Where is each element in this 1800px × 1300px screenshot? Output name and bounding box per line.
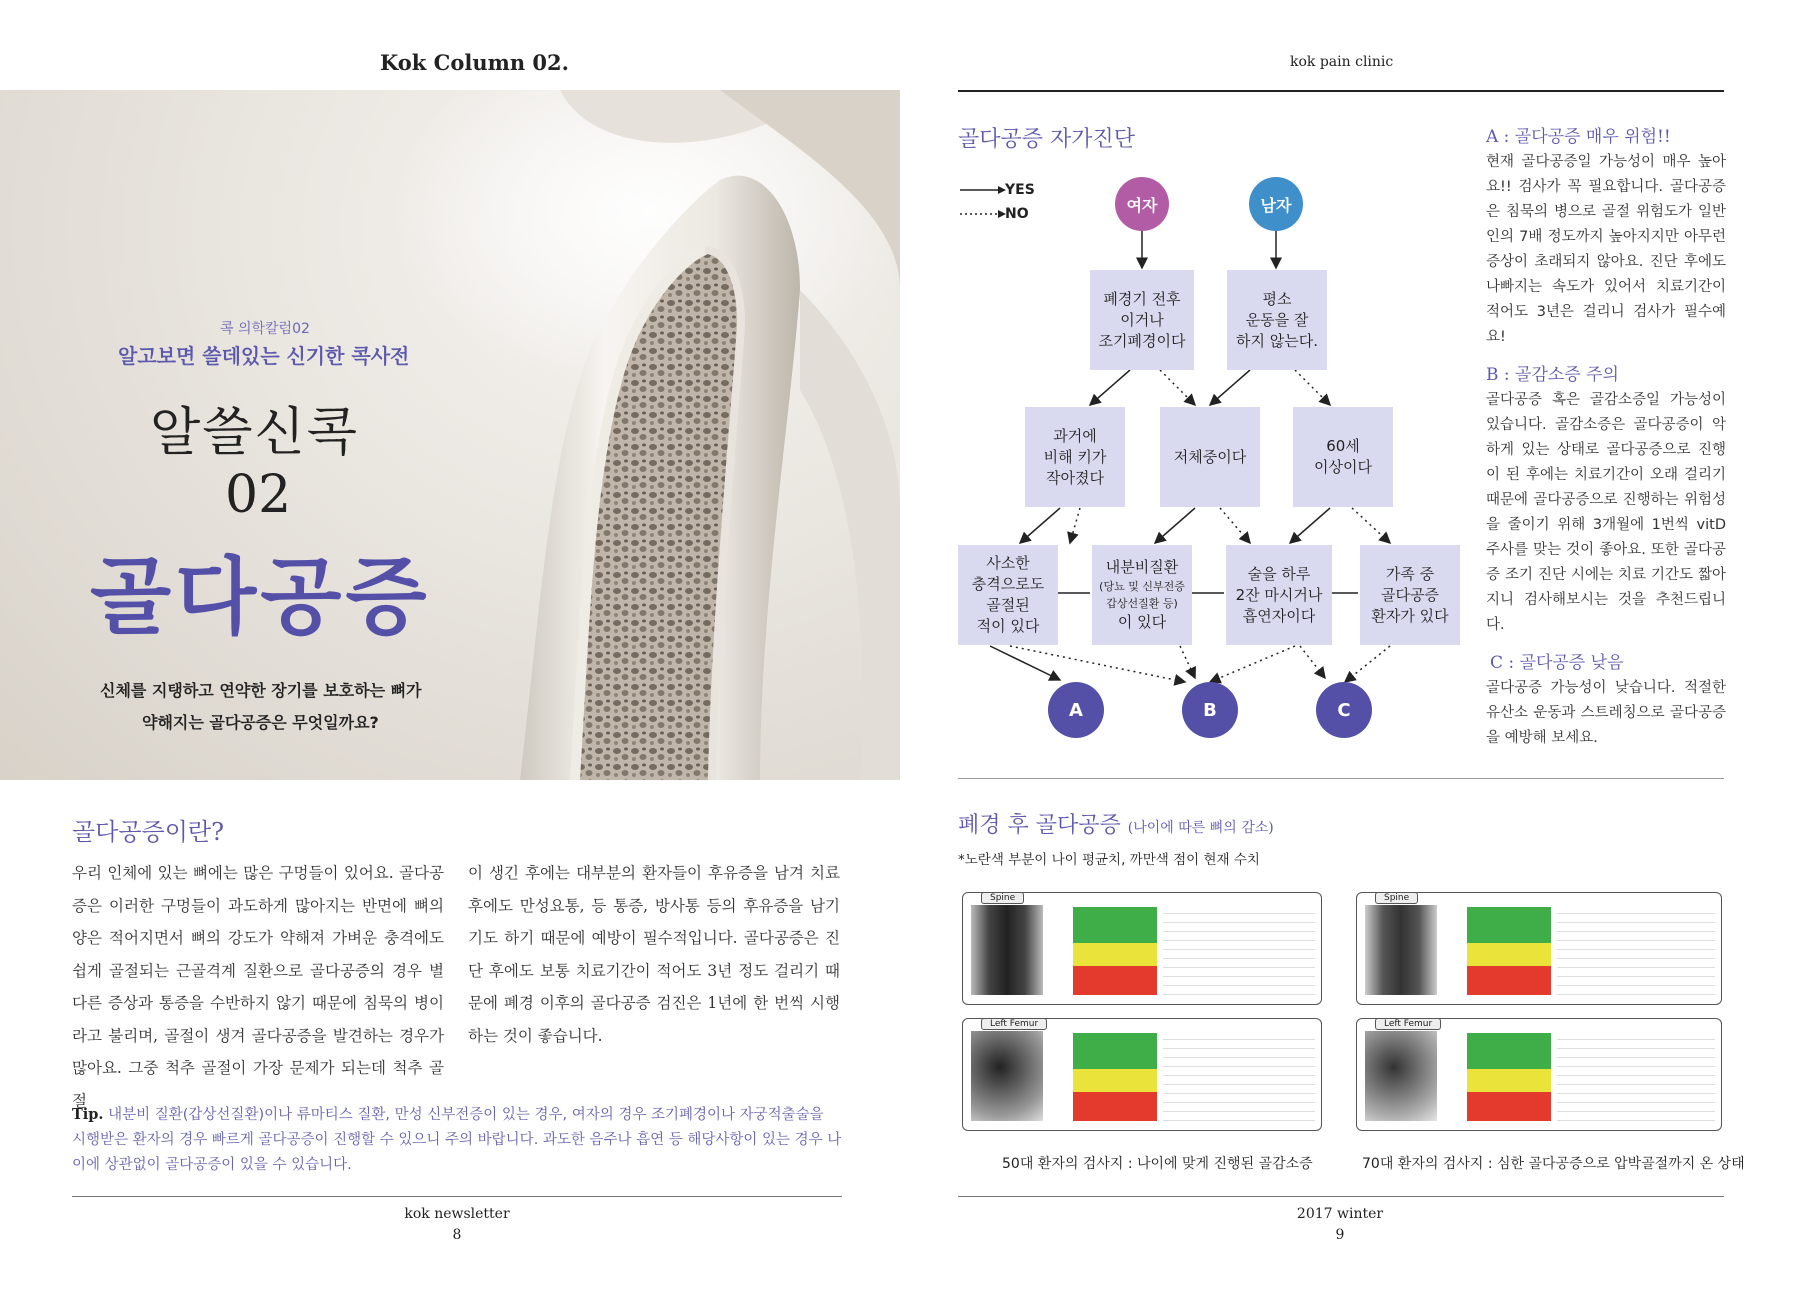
chart-note: *노란색 부분이 나이 평균치, 까만색 점이 현재 수치	[958, 852, 1260, 868]
body-text-column-1: 우리 인체에 있는 뼈에는 많은 구멍들이 있어요. 골다공증은 이러한 구멍들이 과도하게 많아지는 반면에 뼈의 양은 적어지면서 뼈의 강도가 약해져 가벼운 충격에도 쉽게 골절되는 근골격계 질환으로 골다공증의 경우 별다른 증상과 통증을 수반하지 않기 때문에 침묵의 병이라고 불리며, 골절이 생겨 골다공증을 발견하는 경우가 많아요. 그중 척추 골절이 가장 문제가 되는데 척추 골절	[72, 864, 444, 1110]
column-title: Kok Column 02.	[380, 50, 569, 75]
footer-title: 2017 winter	[1296, 1206, 1384, 1222]
start-male: 남자	[1249, 177, 1303, 231]
self-check-heading: 골다공증 자가진단	[958, 127, 1136, 152]
result-a-node: A	[1048, 682, 1104, 738]
spine-label: Spine	[1375, 892, 1418, 904]
hero-title-topic: 골다공증	[90, 547, 431, 646]
result-a-text: 현재 골다공증일 가능성이 매우 높아요!! 검사가 꼭 필요합니다. 골다공증은 침묵의 병으로 골절 위험도가 일반인의 7배 정도까지 높아지지만 아무런 증상이 초래되지 않아요. 진단 후에도 나빠지는 속도가 있어서 치료기간이 적어도 3년은 걸리니 검사가 필수예요!	[1486, 154, 1726, 345]
result-c-heading: C : 골다공증 낮음	[1490, 653, 1624, 673]
femur-report-50s	[962, 1018, 1322, 1131]
tip-label: Tip.	[72, 1106, 104, 1123]
question-family: 가족 중 골다공증 환자가 있다	[1360, 545, 1460, 645]
hero-headline: 알고보면 쓸데있는 신기한 콕사전	[118, 344, 410, 368]
section-heading: 골다공증이란?	[72, 818, 224, 846]
endocrine-sub2: 갑상선질환 등)	[1106, 597, 1178, 610]
endocrine-sub1: (당뇨 및 신부전증	[1099, 580, 1185, 593]
question-alcohol: 술을 하루 2잔 마시거나 흡연자이다	[1226, 545, 1332, 645]
result-b-node: B	[1182, 682, 1238, 738]
result-c-text: 골다공증 가능성이 낮습니다. 적절한 유산소 운동과 스트레칭으로 골다공증을 예방해 보세요.	[1486, 680, 1726, 746]
spine-xray	[971, 905, 1043, 995]
hero-image	[0, 90, 900, 780]
bmd-table	[1163, 905, 1315, 997]
page-number: 9	[1335, 1227, 1345, 1243]
hero-title-number: 02	[225, 465, 292, 525]
question-height: 과거에 비해 키가 작아졌다	[1025, 407, 1125, 507]
hero-title-main: 알쓸신콕	[150, 403, 359, 463]
start-female: 여자	[1115, 177, 1169, 231]
bmd-table	[1557, 1031, 1715, 1123]
endocrine-main: 내분비질환	[1105, 558, 1179, 576]
bmd-color-chart	[1467, 1033, 1551, 1121]
caption-50s: 50대 환자의 검사지 : 나이에 맞게 진행된 골감소증	[1002, 1156, 1313, 1172]
footer-title: kok newsletter	[404, 1206, 510, 1222]
section-divider	[958, 778, 1724, 779]
post-heading-main: 폐경 후 골다공증	[958, 813, 1121, 838]
caption-70s: 70대 환자의 검사지 : 심한 골다공증으로 압박골절까지 온 상태	[1362, 1156, 1745, 1172]
question-menopause: 폐경기 전후 이거나 조기폐경이다	[1090, 270, 1194, 370]
result-b-text: 골다공증 혹은 골감소증일 가능성이 있습니다. 골감소증은 골다공증이 악하게 있는 상태로 골다공증으로 진행이 된 후에는 치료기간이 오래 걸리기 때문에 골다공증으로 진행하는 위험성을 줄이기 위해 3개월에 1번씩 vitD 주사를 맞는 것이 좋아요. 또한 골다공증 조기 진단 시에는 치료 기간도 짧아지니 검사해보시는 것을 추천드립니다.	[1486, 392, 1726, 633]
legend-no: NO	[1005, 206, 1029, 222]
page-number: 8	[452, 1227, 462, 1243]
femur-report-70s	[1356, 1018, 1722, 1131]
bmd-color-chart	[1073, 907, 1157, 995]
femur-xray	[971, 1031, 1043, 1121]
footer-divider	[958, 1196, 1724, 1197]
post-heading-sub: (나이에 따른 뼈의 감소)	[1127, 820, 1274, 836]
spine-report-50s	[962, 892, 1322, 1005]
post-menopause-heading	[958, 808, 1274, 839]
bmd-color-chart	[1467, 907, 1551, 995]
spine-xray	[1365, 905, 1437, 995]
bone-illustration	[0, 90, 900, 780]
result-c-node: C	[1316, 682, 1372, 738]
result-a-heading: A : 골다공증 매우 위험!!	[1486, 127, 1671, 147]
question-underweight: 저체중이다	[1160, 407, 1260, 507]
body-text-column-2: 이 생긴 후에는 대부분의 환자들이 후유증을 남겨 치료 후에도 만성요통, 등 통증, 방사통 등의 후유증을 남기기도 하기 때문에 예방이 필수적입니다. 골다공증은 진단 후에도 보통 치료기간이 적어도 3년 정도 걸리기 때문에 폐경 이후의 골다공증 검진은 1년에 한 번씩 시행하는 것이 좋습니다.	[468, 864, 840, 1045]
header-divider	[958, 90, 1724, 92]
question-age: 60세 이상이다	[1293, 407, 1393, 507]
question-fracture: 사소한 충격으로도 골절된 적이 있다	[958, 545, 1058, 645]
result-b-heading: B : 골감소증 주의	[1486, 365, 1619, 385]
femur-label: Left Femur	[981, 1018, 1047, 1030]
legend-yes: YES	[1005, 182, 1035, 198]
bmd-table	[1557, 905, 1715, 997]
spine-report-70s	[1356, 892, 1722, 1005]
hero-subtitle: 콕 의학칼럼02	[220, 321, 310, 337]
question-exercise: 평소 운동을 잘 하지 않는다.	[1227, 270, 1327, 370]
bmd-table	[1163, 1031, 1315, 1123]
endocrine-end: 이 있다	[1117, 613, 1167, 631]
tip-box	[72, 1102, 842, 1178]
brand-name: kok pain clinic	[1290, 54, 1394, 70]
bmd-color-chart	[1073, 1033, 1157, 1121]
footer-divider	[72, 1196, 842, 1197]
femur-xray	[1365, 1031, 1437, 1121]
hero-question-line1: 신체를 지탱하고 연약한 장기를 보호하는 뼈가	[100, 681, 422, 700]
hero-question-line2: 약해지는 골다공증은 무엇일까요?	[142, 713, 379, 732]
question-endocrine	[1092, 545, 1192, 645]
tip-text: 내분비 질환(갑상선질환)이나 류마티스 질환, 만성 신부전증이 있는 경우, 여자의 경우 조기폐경이나 자궁적출술을 시행받은 환자의 경우 빠르게 골다공증이 진행할 수 있으니 주의 바랍니다. 과도한 음주나 흡연 등 해당사항이 있는 경우 나이에 상관없이 골다공증이 있을 수 있습니다.	[72, 1107, 842, 1173]
spine-label: Spine	[981, 892, 1024, 904]
femur-label: Left Femur	[1375, 1018, 1441, 1030]
